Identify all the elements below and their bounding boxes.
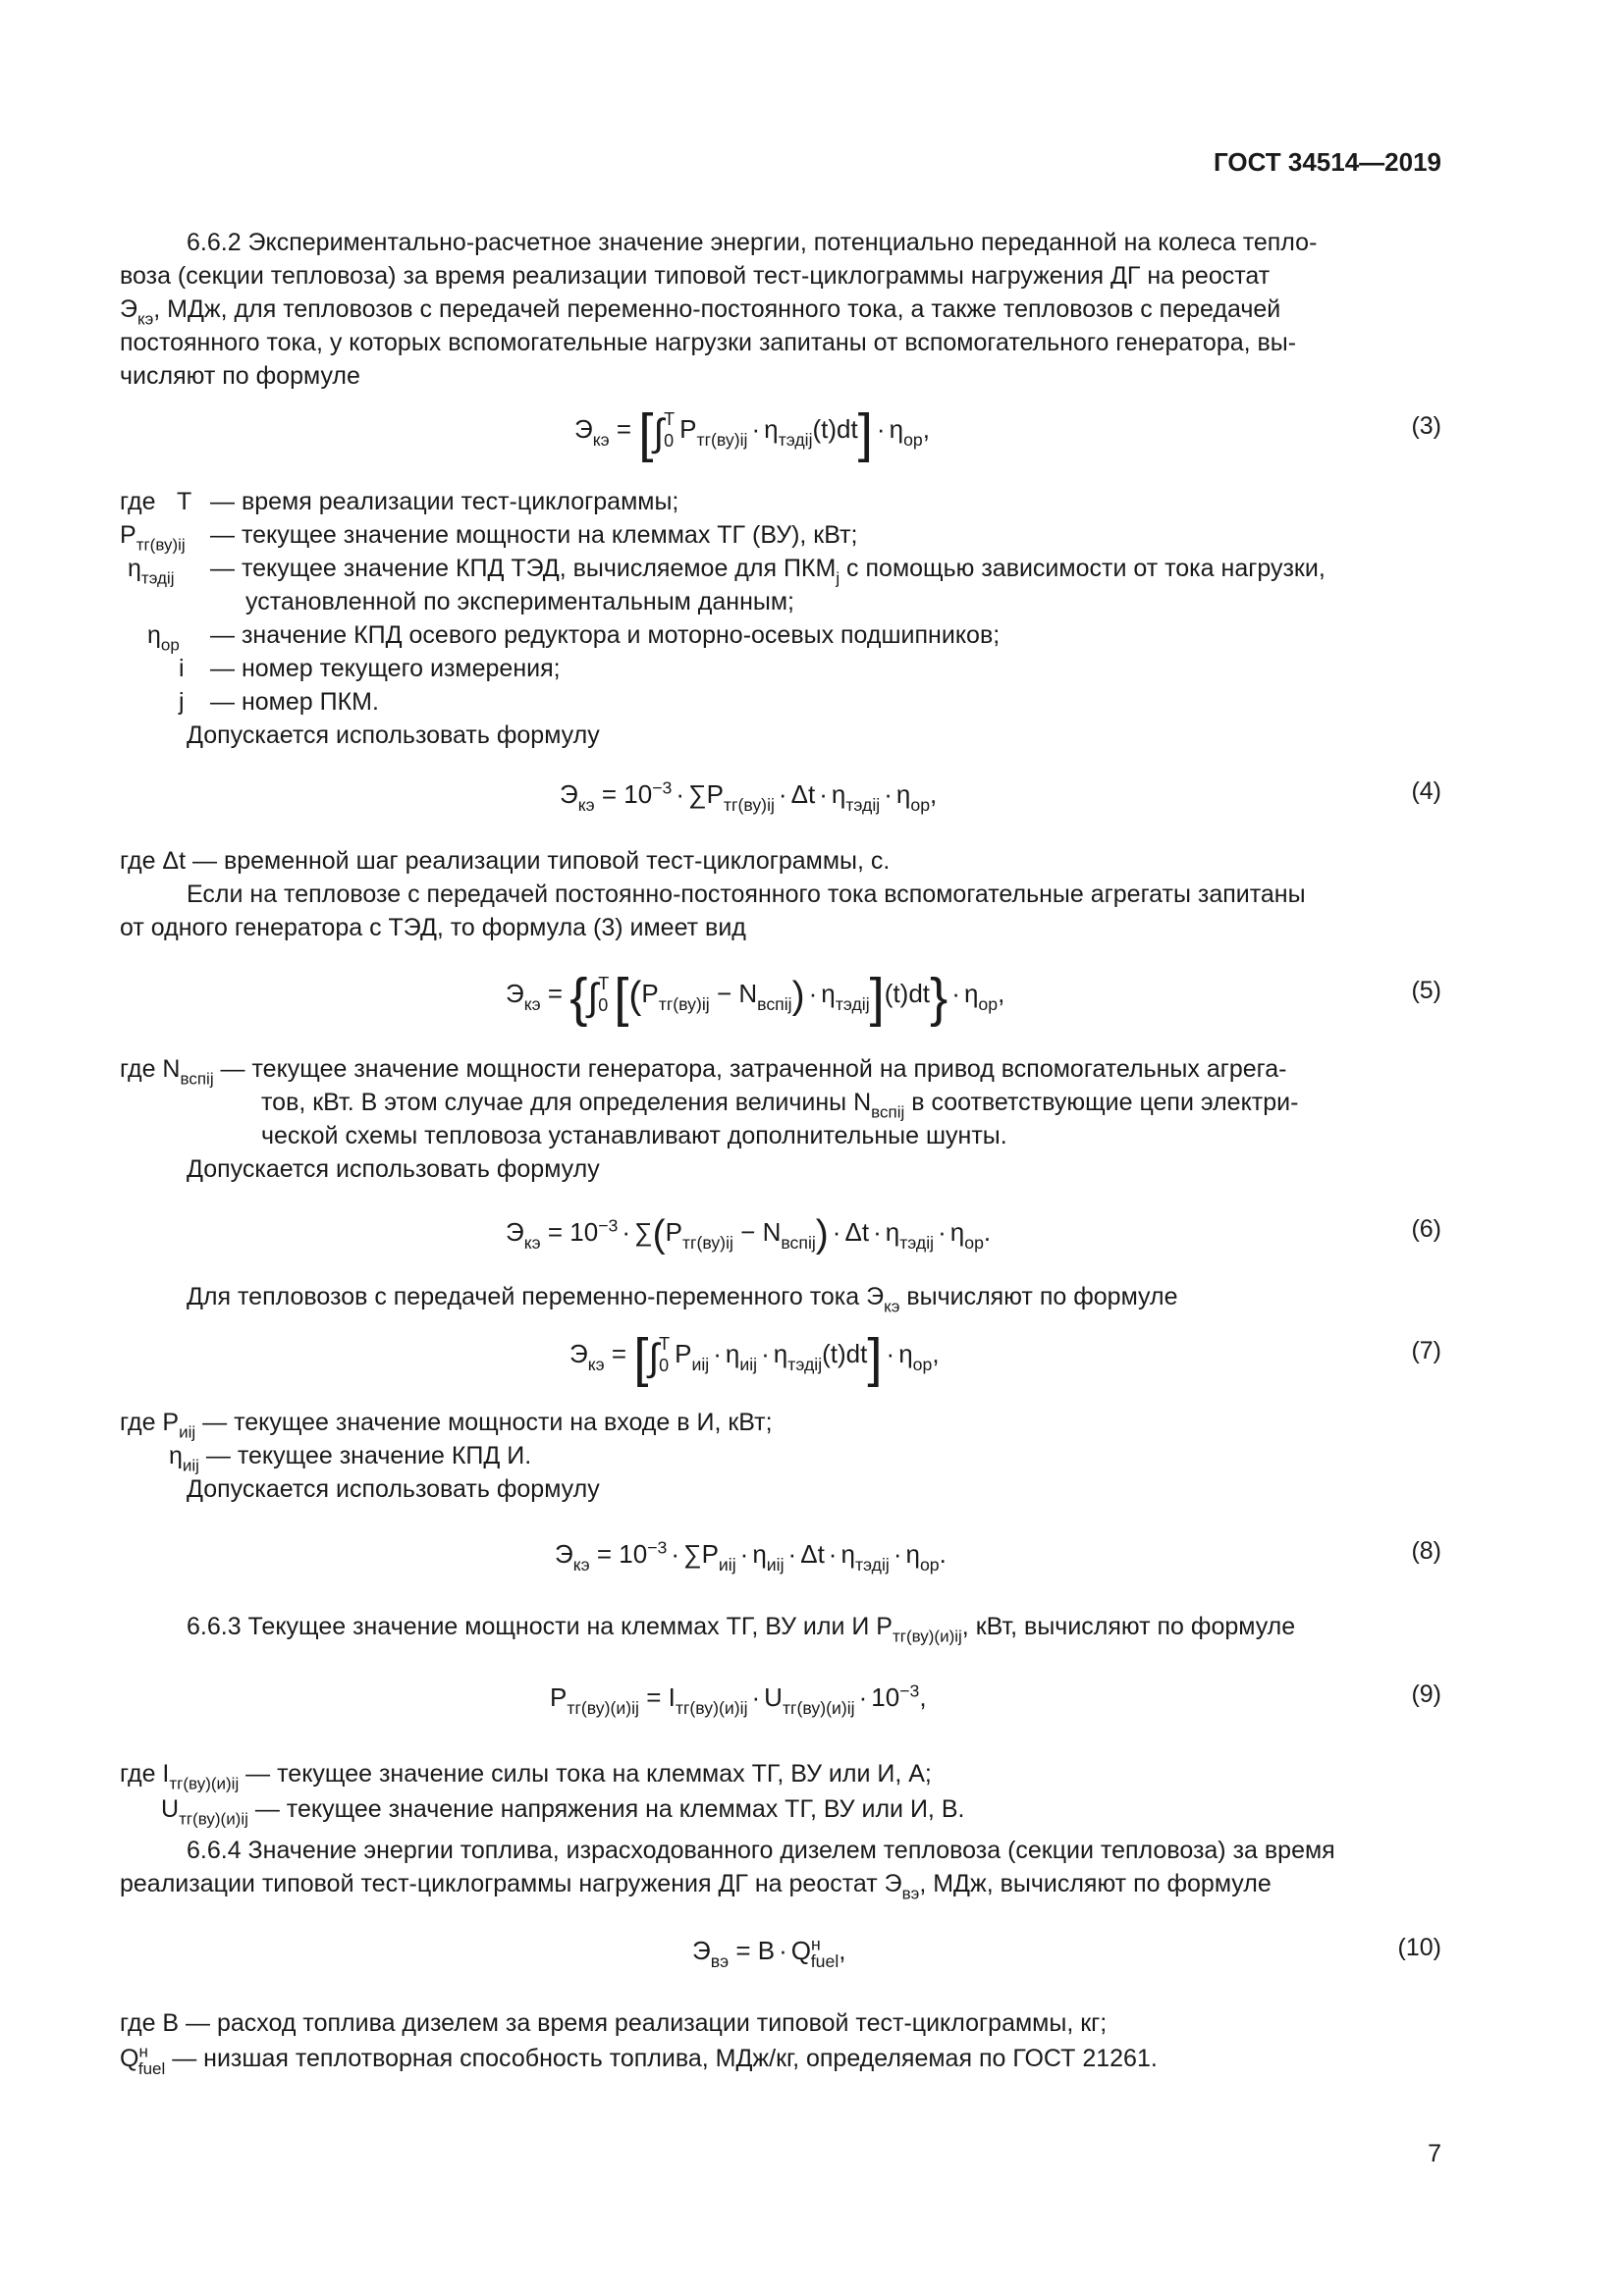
p663: 6.6.3 Текущее значение мощности на клеммах ТГ, ВУ или И $P_{тг(ву)(и)ij}$, кВт, вычисляют по формуле: [187, 1613, 1296, 1646]
formula-9: $P_{тг(ву)(и)ij} = I_{тг(ву)(и)ij} \cdot U_{тг(ву)(и)ij} \cdot 10^{-3}$,: [550, 1681, 927, 1718]
page-number: 7: [1428, 2140, 1441, 2167]
def3-p-text: — текущее значение мощности на клеммах ТГ (ВУ), кВт;: [210, 521, 858, 549]
def3-eta-sym: $\eta_{тэдij}$: [128, 555, 175, 588]
formula-4: $Э_{кэ} = 10^{-3} \cdot \sum P_{тг(ву)ij} \cdot \Delta t \cdot \eta_{тэдij} \cdot \eta_{ор}$,: [560, 777, 938, 815]
formula-10: $Э_{вэ} = B \cdot Q^н_{fuel}$,: [692, 1934, 846, 1971]
equation-number-9: (9): [1411, 1681, 1441, 1708]
equation-number-8: (8): [1411, 1537, 1441, 1565]
p664-line-2: реализации типовой тест-циклограммы нагружения ДГ на реостат $Э_{вэ}$, МДж, вычисляют по формуле: [120, 1870, 1272, 1903]
def3-eta-text: — текущее значение КПД ТЭД, вычисляемое для $ПКМ_j$ с помощью зависимости от тока нагрузки,: [210, 555, 1326, 588]
def3-i-text: — номер текущего измерения;: [210, 655, 561, 682]
def3-p-sym: $P_{тг(ву)ij}$: [120, 521, 186, 555]
p662-line-4: постоянного тока, у которых вспомогательные нагрузки запитаны от вспомогательного генератора, вы-: [120, 329, 1297, 356]
equation-number-6: (6): [1411, 1215, 1441, 1243]
formula-7: $Э_{кэ}$ = [∫ T 0 $P_{иij} \cdot \eta_{иij} \cdot \eta_{тэдij}(t)dt] \cdot \eta_{ор}$,: [569, 1327, 940, 1388]
formula-6: $Э_{кэ} = 10^{-3} \cdot \sum(P_{тг(ву)ij} - N_{вспij}) \cdot \Delta t \cdot \eta_{тэдij} \cdot \eta_{ор}$.: [506, 1212, 992, 1255]
document-header: ГОСТ 34514—2019: [1214, 147, 1441, 177]
p662-line-1: 6.6.2 Экспериментально-расчетное значение энергии, потенциально переданной на колеса тепло-: [187, 229, 1318, 256]
def3-eta-text-2: установленной по экспериментальным данным;: [245, 588, 794, 615]
equation-number-7: (7): [1411, 1337, 1441, 1364]
def3-etaor-sym: $\eta_{ор}$: [147, 621, 180, 655]
def7-line-1: где $P_{иij}$ — текущее значение мощности на входе в И, кВт;: [120, 1409, 773, 1442]
def5-line-2: тов, кВт. В этом случае для определения величины $N_{вспij}$ в соответствующие цепи электри-: [261, 1089, 1299, 1122]
def3-j-sym: j: [179, 688, 185, 716]
formula-3: $Э_{кэ}$ = [∫ T 0 $P_{тг(ву)ij} \cdot \eta_{тэдij}(t)dt] \cdot \eta_{ор}$,: [574, 402, 930, 463]
allow-formula-1: Допускается использовать формулу: [187, 721, 600, 749]
equation-number-5: (5): [1411, 977, 1441, 1004]
p664-line-1: 6.6.4 Значение энергии топлива, израсходованного дизелем тепловоза (секции тепловоза) за время: [187, 1837, 1335, 1864]
def3-gde: где: [120, 488, 156, 515]
allow-formula-3: Допускается использовать формулу: [187, 1475, 600, 1503]
equation-number-4: (4): [1411, 777, 1441, 805]
def4-text: где Δt — временной шаг реализации типовой тест-циклограммы, с.: [120, 847, 891, 875]
def9-line-2: $U_{тг(ву)(и)ij}$ — текущее значение напряжения на клеммах ТГ, ВУ или И, В.: [161, 1795, 965, 1829]
def3-etaor-text: — значение КПД осевого редуктора и моторно-осевых подшипников;: [210, 621, 1001, 649]
def10-line-1: где B — расход топлива дизелем за время реализации типовой тест-циклограммы, кг;: [120, 2009, 1108, 2037]
def7-line-2: $\eta_{иij}$ — текущее значение КПД И.: [169, 1442, 532, 1475]
def3-t-sym: T: [177, 488, 192, 515]
def3-t-text: — время реализации тест-циклограммы;: [210, 488, 679, 515]
equation-number-3: (3): [1411, 412, 1441, 440]
equation-number-10: (10): [1397, 1934, 1441, 1961]
p662-line-2: воза (секции тепловоза) за время реализации типовой тест-циклограммы нагружения ДГ на реостат: [120, 262, 1271, 290]
p662-line-3: $Э_{кэ}$, МДж, для тепловозов с передачей переменно-постоянного тока, а также тепловозов с передачей: [120, 295, 1281, 329]
def5-line-3: ческой схемы тепловоза устанавливают дополнительные шунты.: [261, 1122, 1007, 1149]
allow-formula-2: Допускается использовать формулу: [187, 1155, 600, 1183]
para5-line-2: от одного генератора с ТЭД, то формула (3) имеет вид: [120, 914, 746, 941]
def9-line-1: где $I_{тг(ву)(и)ij}$ — текущее значение силы тока на клеммах ТГ, ВУ или И, А;: [120, 1760, 932, 1793]
para5-line-1: Если на тепловозе с передачей постоянно-постоянного тока вспомогательные агрегаты запитаны: [187, 881, 1306, 908]
formula-5: $Э_{кэ}$ = {∫ T 0 $[(P_{тг(ву)ij} - N_{вспij}) \cdot \eta_{тэдij}](t)dt\} \cdot \eta_{ор}$,: [506, 967, 1005, 1028]
def3-j-text: — номер ПКМ.: [210, 688, 379, 716]
def10-line-2: $Q^н_{fuel}$ — низшая теплотворная способность топлива, МДж/кг, определяемая по ГОСТ 21261.: [120, 2042, 1158, 2078]
formula-8: $Э_{кэ} = 10^{-3} \cdot \sum P_{иij} \cdot \eta_{иij} \cdot \Delta t \cdot \eta_{тэдij} \cdot \eta_{ор}$.: [555, 1537, 947, 1575]
def3-i-sym: i: [179, 655, 185, 682]
p662-line-5: числяют по формуле: [120, 362, 360, 390]
def5-line-1: где $N_{вспij}$ — текущее значение мощности генератора, затраченной на привод вспомогательных агрега-: [120, 1055, 1287, 1089]
para7: Для тепловозов с передачей переменно-переменного тока $Э_{кэ}$ вычисляют по формуле: [187, 1283, 1178, 1316]
